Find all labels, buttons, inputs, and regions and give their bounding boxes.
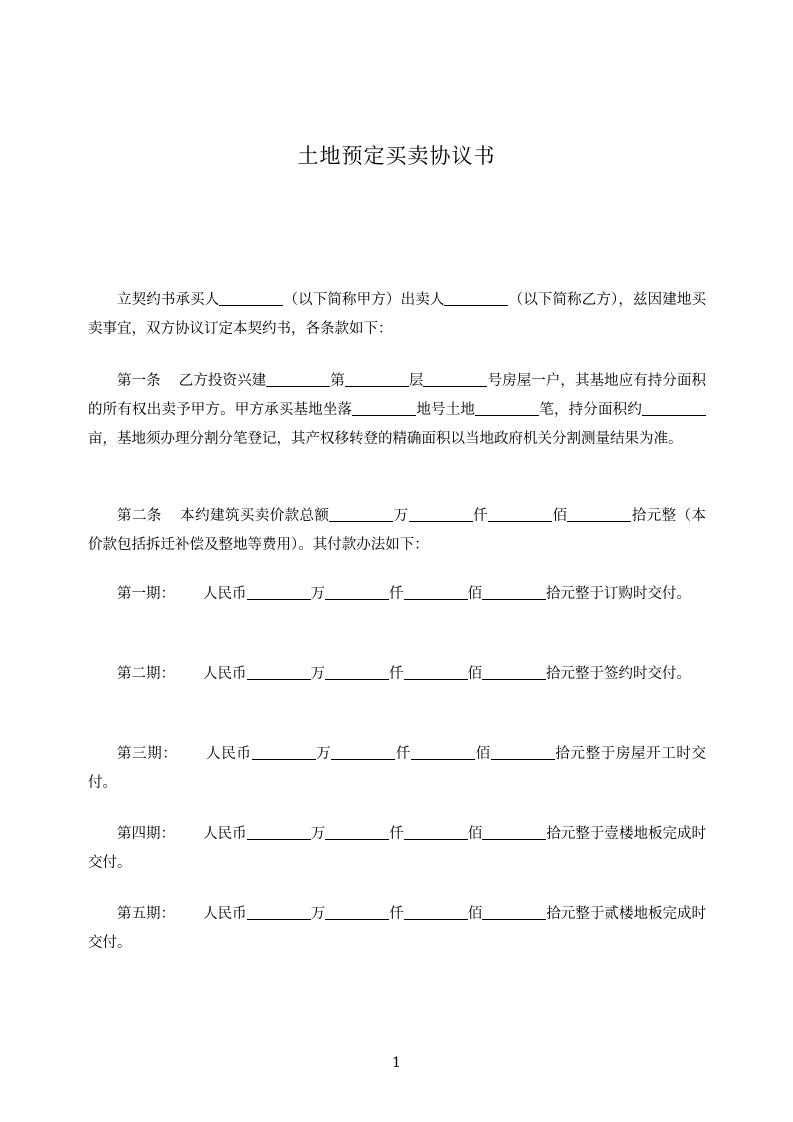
payment-4-paragraph (88, 820, 706, 878)
payment-4-currency: 人民币 (203, 826, 247, 842)
article-2-qian: 仟 (472, 508, 489, 524)
payment-2-label: 第二期： (117, 666, 175, 682)
payment-2-qian: 仟 (389, 666, 404, 682)
payment-5-paragraph (88, 900, 706, 958)
payment-1-label: 第一期： (117, 586, 175, 602)
land-number-blank (475, 401, 539, 417)
payment-3-wan-blank (252, 745, 316, 761)
payment-4-tail: 拾元整于壹楼地板完成时交付。 (88, 826, 707, 871)
payment-1-paragraph (88, 580, 706, 609)
payment-4-shi-blank (482, 825, 546, 841)
article-1-label: 第一条 (117, 373, 161, 389)
payment-5-shi-blank (482, 905, 546, 921)
total-qian-blank (409, 507, 473, 523)
document-title: 土地预定买卖协议书 (297, 144, 496, 168)
land-location-blank (352, 401, 416, 417)
payment-5-tail: 拾元整于贰楼地板完成时交付。 (88, 906, 707, 951)
payment-3-currency: 人民币 (205, 746, 252, 762)
payment-2-wan-blank (247, 665, 311, 681)
preamble-text-1: 立契约书承买人 (117, 292, 220, 308)
payment-3-paragraph (88, 740, 706, 798)
payment-3-bai: 佰 (475, 746, 491, 762)
article-2-paragraph (88, 502, 706, 560)
payment-3-tail: 拾元整于房屋开工时交付。 (88, 746, 706, 791)
article-1-paragraph (88, 367, 706, 454)
article-1-text-3: 层 (408, 373, 424, 389)
article-2-bai: 佰 (552, 508, 568, 524)
article-2-text-1: 本约建筑买卖价款总额 (179, 508, 330, 524)
payment-5-label: 第五期： (117, 906, 176, 922)
payment-3-label: 第三期： (117, 746, 178, 762)
payment-4-qian-blank (325, 825, 389, 841)
payment-5-bai: 佰 (467, 906, 483, 922)
payment-4-qian: 仟 (389, 826, 404, 842)
payment-2-bai: 佰 (467, 666, 482, 682)
article-1-text-6: 笔，持分面积约 (539, 402, 643, 418)
payment-3-qian: 仟 (395, 746, 411, 762)
payment-2-shi-blank (482, 665, 546, 681)
building-number-blank (345, 372, 409, 388)
payment-5-qian-blank (325, 905, 389, 921)
payment-2-currency: 人民币 (203, 666, 247, 682)
payment-2-qian-blank (325, 665, 389, 681)
total-shi-blank (567, 507, 631, 523)
article-1-text-5: 地号土地 (416, 402, 476, 418)
payment-2-paragraph (88, 660, 706, 689)
article-2-label: 第二条 (117, 508, 162, 524)
payment-4-wan: 万 (310, 826, 326, 842)
page-number: 1 (392, 1055, 401, 1071)
article-1-text-2: 第 (330, 373, 345, 389)
payment-2-wan: 万 (310, 666, 325, 682)
article-2-text-2: 拾元整（本价款包括拆迁补偿及整地等费用）。其付款办法如下： (88, 508, 707, 553)
payment-5-currency: 人民币 (203, 906, 247, 922)
payment-1-shi-blank (482, 585, 546, 601)
article-1-text-7: 亩，基地须办理分割分笔登记，其产权移转登的精确面积以当地政府机关分割测量结果为准。 (88, 431, 683, 447)
payment-1-bai: 佰 (467, 586, 482, 602)
payment-3-qian-blank (331, 745, 395, 761)
payment-5-wan: 万 (310, 906, 326, 922)
payment-1-qian: 仟 (389, 586, 404, 602)
preamble-text-3: （以下简称乙方），兹因建地买卖事宜，双方协议订定本契约书，各条款如下： (88, 292, 707, 337)
total-bai-blank (488, 507, 552, 523)
payment-4-bai-blank (404, 825, 468, 841)
payment-5-bai-blank (404, 905, 468, 921)
payment-2-bai-blank (404, 665, 468, 681)
payment-4-label: 第四期： (117, 826, 176, 842)
payment-3-shi-blank (491, 745, 555, 761)
payment-1-tail: 拾元整于订购时交付。 (546, 586, 691, 602)
payment-4-wan-blank (247, 825, 311, 841)
article-1-text-4: 号房屋一户，其基地应有持分面积的所有权出卖予甲方。甲方承买基地坐落 (88, 373, 707, 418)
payment-2-tail: 拾元整于签约时交付。 (546, 666, 691, 682)
buyer-blank (219, 291, 283, 307)
payment-1-wan: 万 (310, 586, 325, 602)
payment-5-qian: 仟 (389, 906, 404, 922)
payment-1-bai-blank (404, 585, 468, 601)
payment-1-wan-blank (247, 585, 311, 601)
building-blank (266, 372, 330, 388)
payment-4-bai: 佰 (467, 826, 483, 842)
payment-3-bai-blank (411, 745, 475, 761)
seller-blank (444, 291, 508, 307)
area-blank (642, 401, 706, 417)
article-2-wan: 万 (393, 508, 409, 524)
payment-1-currency: 人民币 (203, 586, 247, 602)
preamble-text-2: （以下简称甲方）出卖人 (283, 292, 445, 308)
preamble-paragraph (88, 286, 706, 344)
payment-1-qian-blank (325, 585, 389, 601)
payment-5-wan-blank (247, 905, 311, 921)
total-wan-blank (329, 507, 393, 523)
payment-3-wan: 万 (315, 746, 332, 762)
floor-blank (423, 372, 487, 388)
article-1-text-1: 乙方投资兴建 (178, 373, 267, 389)
